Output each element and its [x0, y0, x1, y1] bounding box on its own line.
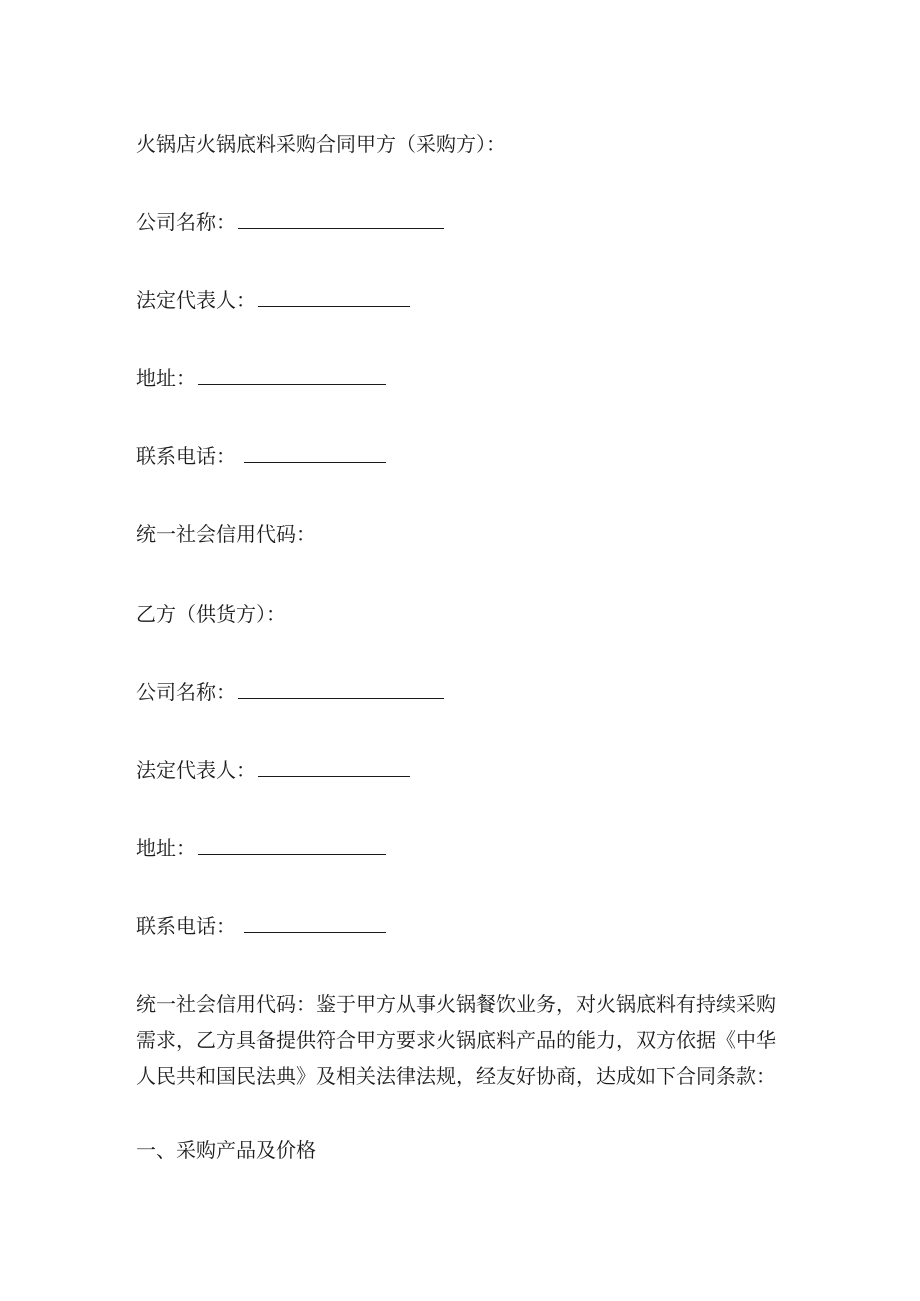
- party-b-legal-rep-label: 法定代表人：: [136, 758, 256, 782]
- party-b-heading: 乙方（供货方）：: [136, 602, 286, 626]
- party-b-address-row: [136, 834, 386, 862]
- party-b-address-label: 地址：: [136, 836, 196, 860]
- party-b-phone-label: 联系电话：: [136, 914, 236, 938]
- party-b-phone-row: [136, 912, 386, 940]
- party-a-phone-row: [136, 442, 386, 470]
- section-1-heading: 一、采购产品及价格: [136, 1138, 316, 1162]
- party-b-phone-blank[interactable]: [244, 912, 386, 933]
- party-b-company-label: 公司名称：: [136, 680, 236, 704]
- party-b-legal-rep-blank[interactable]: [258, 756, 410, 777]
- party-a-company-label: 公司名称：: [136, 210, 236, 234]
- contract-title: 火锅店火锅底料采购合同甲方（采购方）：: [136, 132, 506, 156]
- party-a-credit-code-label: 统一社会信用代码：: [136, 522, 316, 546]
- party-b-address-blank[interactable]: [198, 834, 386, 855]
- party-a-address-blank[interactable]: [198, 364, 386, 385]
- party-a-legal-rep-row: [136, 286, 410, 314]
- party-a-company-row: [136, 208, 444, 236]
- party-a-address-label: 地址：: [136, 366, 196, 390]
- party-a-phone-blank[interactable]: [244, 442, 386, 463]
- party-a-legal-rep-blank[interactable]: [258, 286, 410, 307]
- party-a-credit-code-row: [136, 520, 316, 548]
- party-a-address-row: [136, 364, 386, 392]
- party-a-company-blank[interactable]: [238, 208, 444, 229]
- party-a-phone-label: 联系电话：: [136, 444, 236, 468]
- party-b-company-blank[interactable]: [238, 678, 444, 699]
- party-a-legal-rep-label: 法定代表人：: [136, 288, 256, 312]
- party-b-legal-rep-row: [136, 756, 410, 784]
- preamble-paragraph: 统一社会信用代码：鉴于甲方从事火锅餐饮业务，对火锅底料有持续采购需求，乙方具备提供符合甲方要求火锅底料产品的能力，双方依据《中华人民共和国民法典》及相关法律法规，经友好协商，达成如下合同条款：: [136, 992, 776, 1088]
- party-b-company-row: [136, 678, 444, 706]
